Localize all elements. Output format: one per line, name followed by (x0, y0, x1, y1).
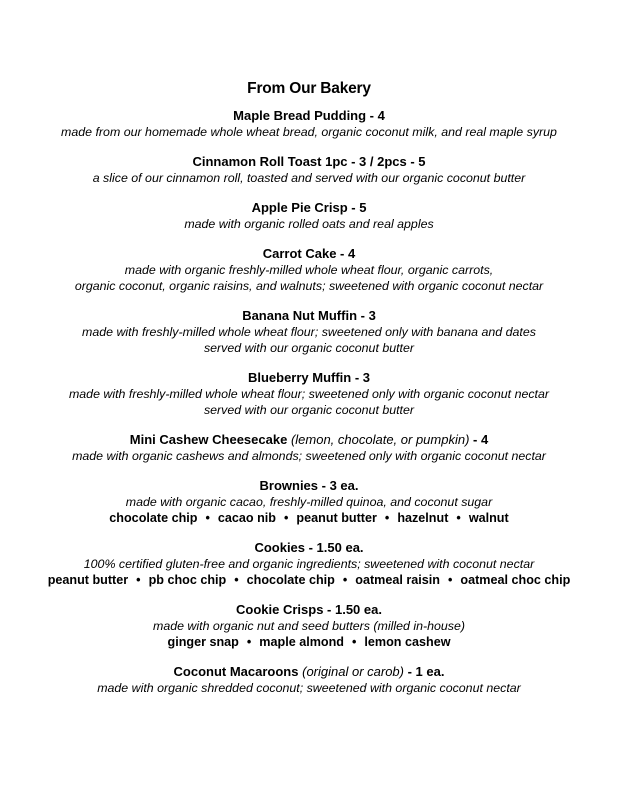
menu-items (0, 107, 618, 696)
item-name-main: Coconut Macaroons (173, 664, 299, 679)
variant: oatmeal raisin (355, 573, 440, 587)
item-description: made with organic cashews and almonds; sweetened only with organic coconut nectar (72, 449, 546, 463)
menu-item (0, 199, 618, 232)
item-name: Blueberry Muffin - 3 (247, 370, 371, 385)
variant: pb choc chip (148, 573, 227, 587)
item-name-options: (lemon, chocolate, or pumpkin) (290, 432, 470, 447)
item-price: - 1 ea. (407, 664, 445, 679)
item-description: made with organic rolled oats and real apples (184, 217, 434, 231)
item-price: - 4 (473, 432, 489, 447)
bullet-separator: • (205, 511, 210, 525)
item-name: Cookies - 1.50 ea. (254, 540, 364, 555)
item-name: Maple Bread Pudding - 4 (233, 108, 385, 123)
menu-item (0, 477, 618, 526)
item-description: served with our organic coconut butter (203, 341, 415, 355)
item-description: made with freshly-milled whole wheat flour; sweetened only with organic coconut nectar (68, 387, 550, 401)
item-name: Brownies - 3 ea. (259, 478, 359, 493)
menu-item (0, 369, 618, 418)
variant: lemon cashew (364, 635, 451, 649)
variant: oatmeal choc chip (460, 573, 571, 587)
item-name: Carrot Cake - 4 (262, 246, 356, 261)
menu-item (0, 107, 618, 140)
menu-item (0, 431, 618, 464)
bullet-separator: • (342, 573, 348, 587)
menu-item (0, 153, 618, 186)
item-name (0, 431, 618, 448)
item-name (0, 663, 618, 680)
bullet-separator: • (284, 511, 289, 525)
item-description: made with organic freshly-milled whole wheat flour, organic carrots, (124, 263, 494, 277)
item-description: served with our organic coconut butter (203, 403, 415, 417)
variant: chocolate chip (246, 573, 335, 587)
item-description: made with organic cacao, freshly-milled quinoa, and coconut sugar (125, 495, 493, 509)
variant: walnut (468, 511, 509, 525)
item-variants (0, 572, 618, 588)
item-name: Cinnamon Roll Toast 1pc - 3 / 2pcs - 5 (192, 154, 426, 169)
item-description: organic coconut, organic raisins, and walnuts; sweetened with organic coconut nectar (74, 279, 544, 293)
variant: hazelnut (397, 511, 449, 525)
item-description: a slice of our cinnamon roll, toasted and served with our organic coconut butter (92, 171, 526, 185)
variant: ginger snap (167, 635, 239, 649)
item-variants (0, 634, 618, 650)
bullet-separator: • (456, 511, 461, 525)
menu-item (0, 245, 618, 294)
item-variants (0, 510, 618, 526)
item-description: 100% certified gluten-free and organic ingredients; sweetened with coconut nectar (83, 557, 535, 571)
item-description: made with organic shredded coconut; sweetened with organic coconut nectar (97, 681, 521, 695)
bullet-separator: • (384, 511, 390, 525)
variant: peanut butter (47, 573, 129, 587)
variant: chocolate chip (109, 511, 198, 525)
menu-item (0, 307, 618, 356)
item-name: Apple Pie Crisp - 5 (251, 200, 367, 215)
variant: maple almond (259, 635, 344, 649)
bullet-separator: • (351, 635, 357, 649)
menu-title: From Our Bakery (247, 80, 371, 97)
item-name: Cookie Crisps - 1.50 ea. (236, 602, 382, 617)
variant: cacao nib (217, 511, 276, 525)
bullet-separator: • (246, 635, 252, 649)
item-name: Banana Nut Muffin - 3 (242, 308, 376, 323)
bullet-separator: • (447, 573, 453, 587)
menu-item (0, 539, 618, 588)
item-description: made with freshly-milled whole wheat flour; sweetened only with banana and dates (82, 325, 536, 339)
menu-item (0, 601, 618, 650)
bullet-separator: • (136, 573, 141, 587)
item-description: made from our homemade whole wheat bread, organic coconut milk, and real maple syrup (61, 125, 557, 139)
item-name-options: (original or carob) (302, 664, 404, 679)
variant: peanut butter (296, 511, 377, 525)
item-description: made with organic nut and seed butters (milled in-house) (153, 619, 465, 633)
item-name-main: Mini Cashew Cheesecake (129, 432, 288, 447)
bullet-separator: • (234, 573, 239, 587)
menu-item (0, 663, 618, 696)
